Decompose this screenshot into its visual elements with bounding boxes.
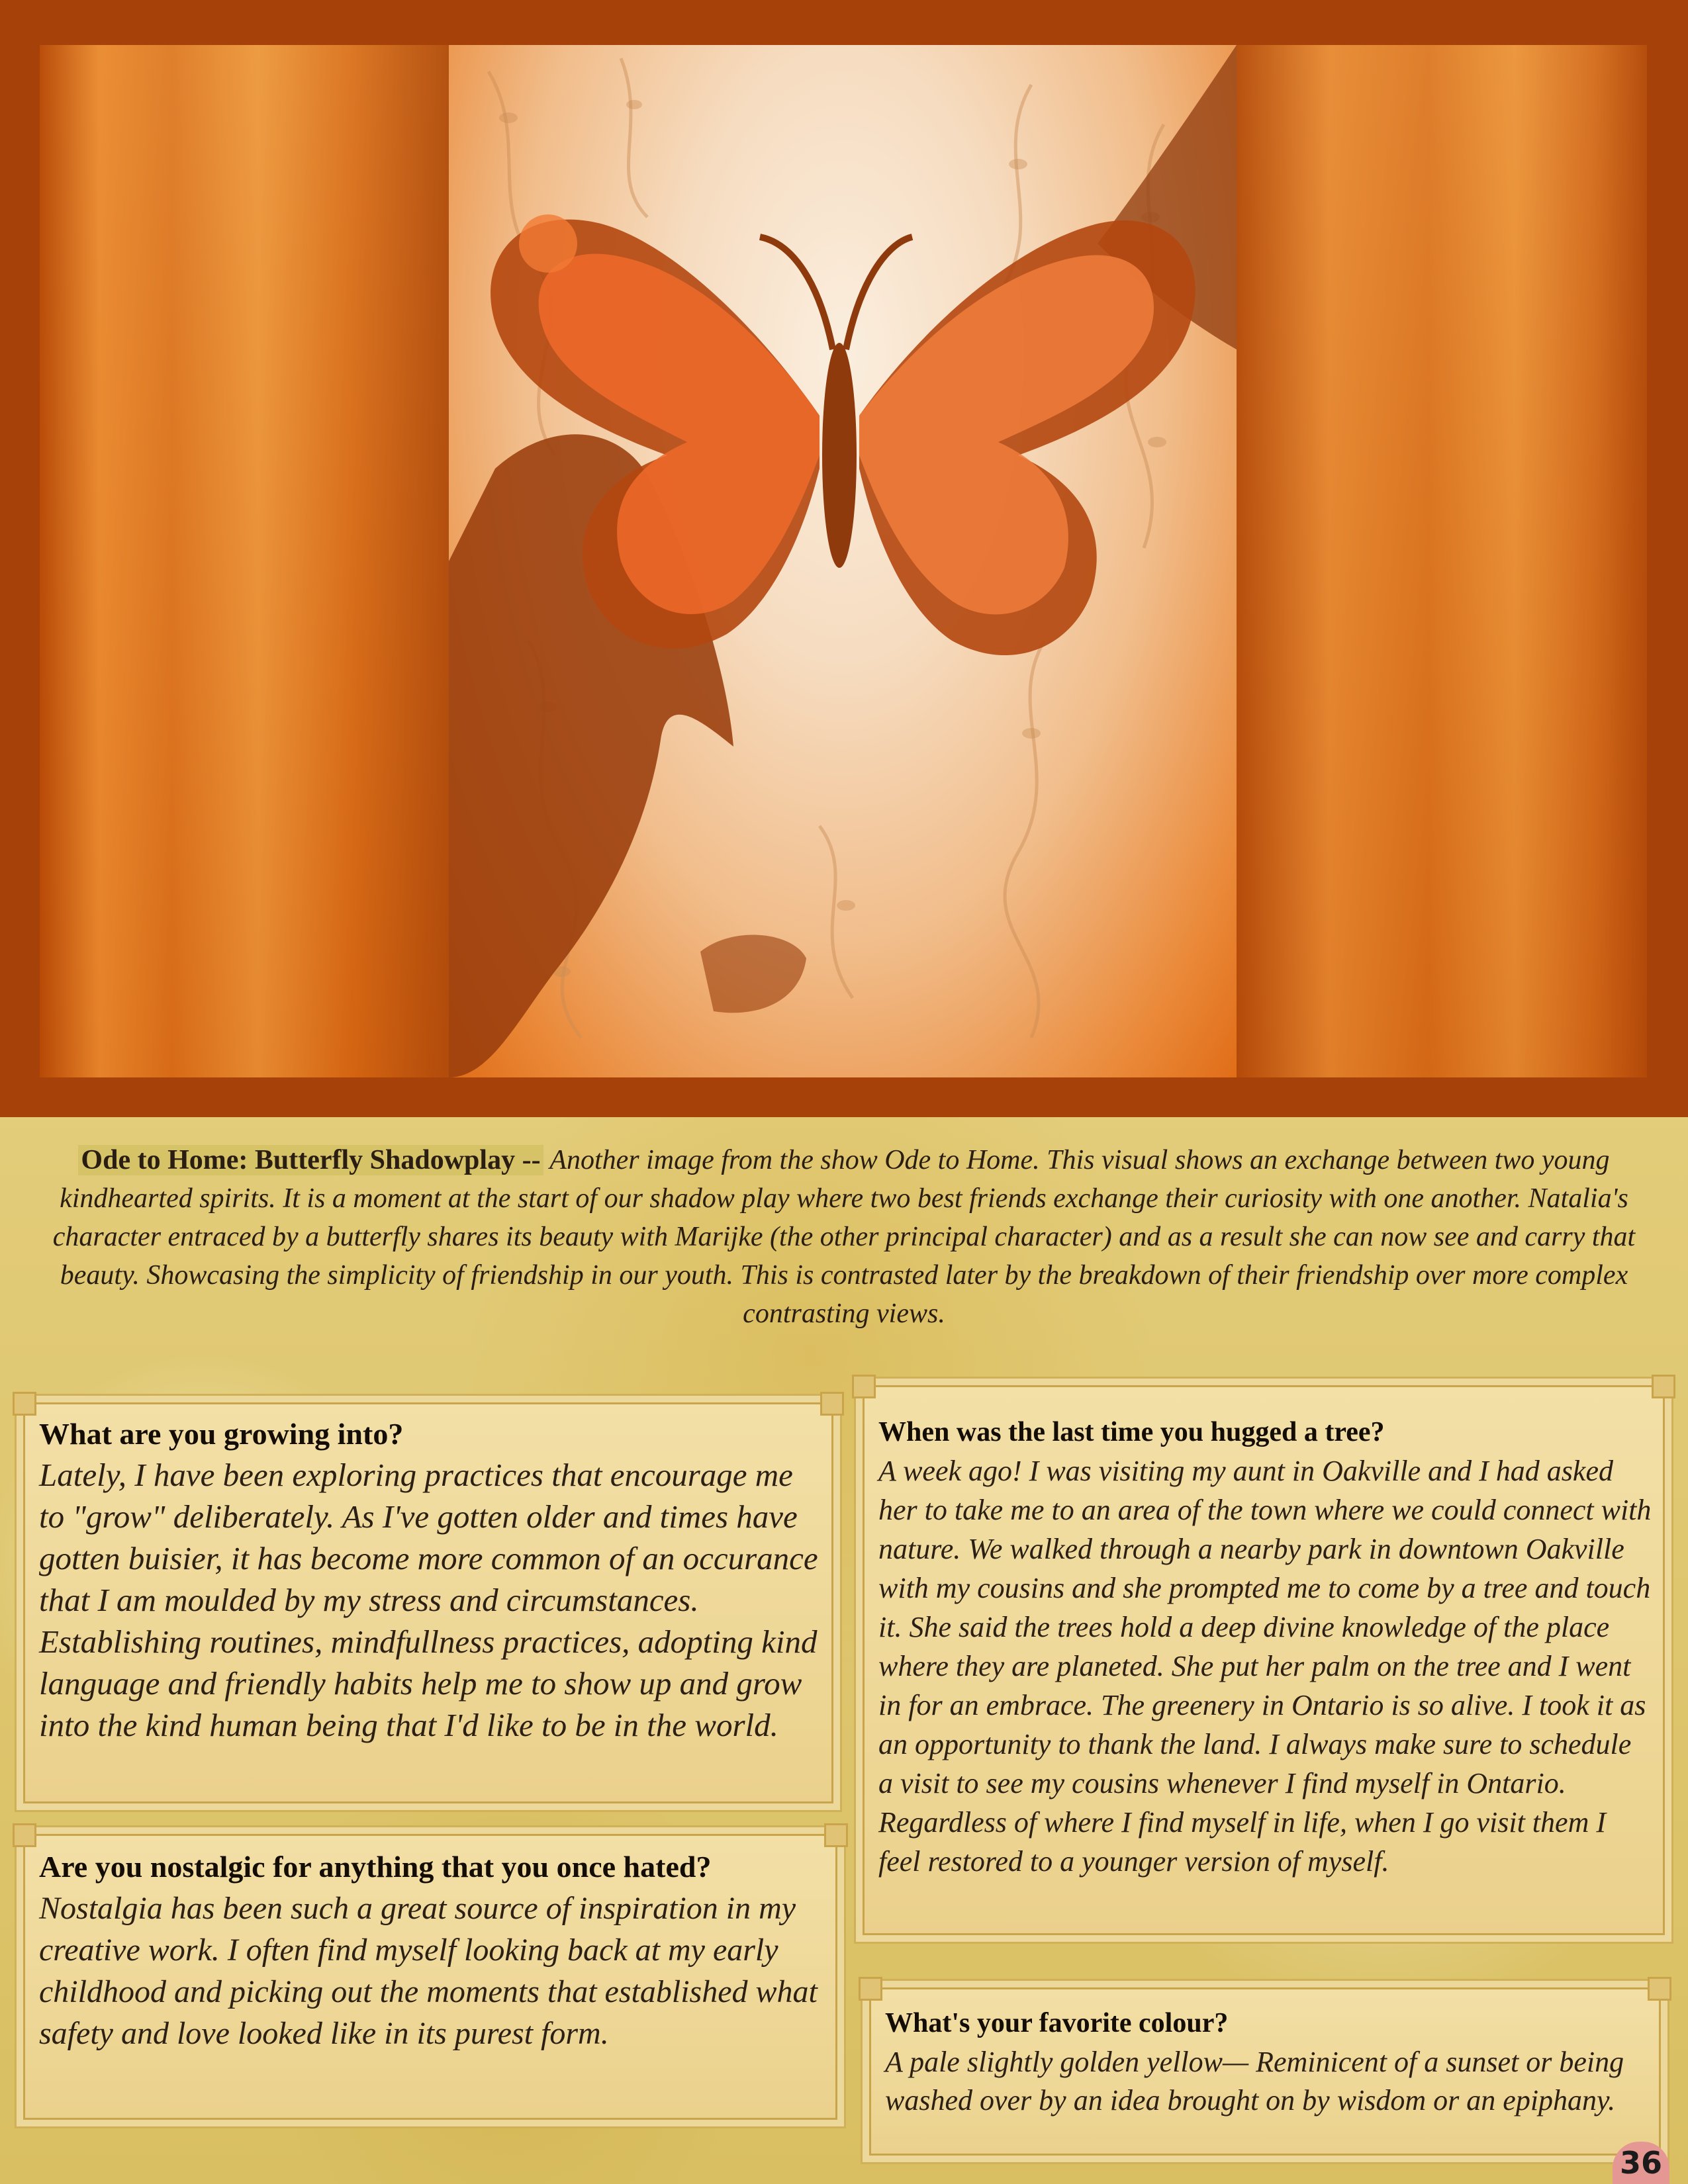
qa-card-nostalgic <box>15 1825 846 2128</box>
caption-body: Another image from the show Ode to Home. This visual shows an exchange between two young kindhearted spirits. It is a moment at the start of our shadow play where two best friends exchange their curiosity with one another. Natalia's character entraced by a butterfly shares its beauty with Marijke (the other principal character) and as a result she can now see and carry that beauty. Showcasing the simplicity of friendship in our youth. This is contrasted later by the breakdown of their friendship over more complex contrasting views. <box>52 1145 1636 1329</box>
qa-card-tree <box>854 1377 1673 1944</box>
right-curtain <box>1237 45 1647 1077</box>
photo-caption <box>26 1141 1662 1333</box>
shadow-artwork <box>449 45 1237 1077</box>
qa-card-colour <box>861 1979 1669 2164</box>
card-question: What's your favorite colour? <box>885 2008 1229 2038</box>
backlit-panel <box>449 45 1237 1077</box>
card-answer: A pale slightly golden yellow— Reminicent of a sunset or being washed over by an idea brought on by wisdom or an epiphany. <box>885 2046 1624 2116</box>
card-question: When was the last time you hugged a tree? <box>878 1417 1385 1447</box>
card-question: What are you growing into? <box>39 1417 404 1451</box>
card-answer: A week ago! I was visiting my aunt in Oakville and I had asked her to take me to an area of the town where we could connect with nature. We walked through a nearby park in downtown Oakville with my cousins and she prompted me to come by a tree and touch it. She said the trees hold a deep divine knowledge of the place where they are planeted. She put her palm on the tree and I went in for an embrace. The greenery in Ontario is so alive. I took it as an opportunity to thank the land. I always make sure to schedule a visit to see my cousins whenever I find myself in Ontario. Regardless of where I find myself in life, when I go visit them I feel restored to a younger version of myself. <box>878 1455 1652 1878</box>
finger-shadow <box>700 935 806 1013</box>
left-curtain <box>40 45 450 1077</box>
butterfly-shadowplay-photo <box>40 45 1647 1077</box>
butterfly-shadow <box>491 214 1196 655</box>
card-answer: Nostalgia has been such a great source of inspiration in my creative work. I often find myself looking back at my early childhood and picking out the moments that established what safety and love looked like in its purest form. <box>39 1891 818 2051</box>
qa-card-growing <box>15 1394 842 1812</box>
card-answer: Lately, I have been exploring practices that encourage me to "grow" deliberately. As I've gotten older and times have gotten buisier, it has become more common of an occurance that I am moulded by my stress and circumstances. Establishing routines, mindfullness practices, adopting kind language and friendly habits help me to show up and grow into the kind human being that I'd like to be in the world. <box>39 1457 818 1743</box>
card-question: Are you nostalgic for anything that you once hated? <box>39 1850 712 1884</box>
page-number: 36 <box>1613 2142 1669 2184</box>
caption-title: Ode to Home: Butterfly Shadowplay -- <box>78 1145 543 1175</box>
